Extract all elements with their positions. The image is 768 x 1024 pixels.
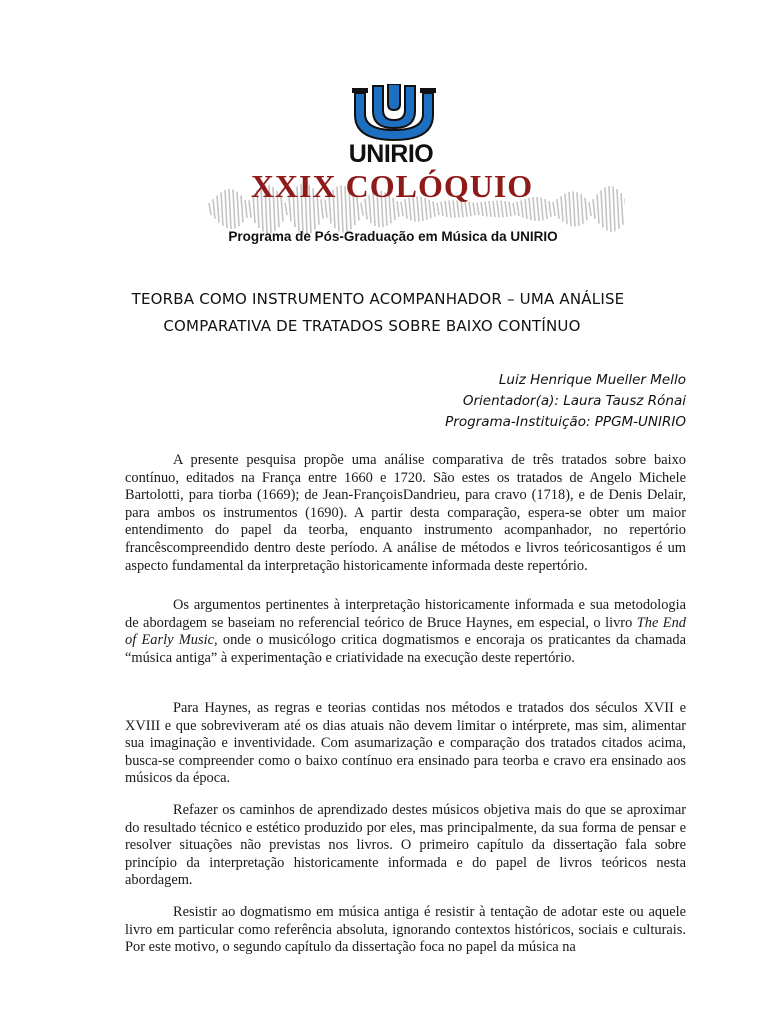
body-paragraph-4	[125, 802, 686, 890]
event-title: XXIX COLÓQUIO	[250, 168, 534, 204]
advisor-name: Orientador(a): Laura Tausz Rónai	[462, 393, 686, 409]
paragraph-text: Resistir ao dogmatismo em música antiga é resistir à tentação de adotar este ou aquele livro em particular como referência absoluta, ignorando contextos históricos, sociais e culturais. Por este motivo, o segundo capítulo da dissertação foca no papel da música na	[125, 904, 686, 956]
university-logo-text: UNIRIO	[348, 140, 434, 168]
paragraph-text: Refazer os caminhos de aprendizado destes músicos objetiva mais do que se aproximar do resultado técnico e estético produzido por eles, mas principalmente, da sua forma de pensar e resolver situações não previstas nos livros. O primeiro capítulo da dissertação fala sobre princípio da interpretação historicamente informada e do papel de livros teóricos nesta abordagem.	[125, 802, 686, 889]
body-paragraph-5	[125, 904, 686, 957]
paragraph-text: Para Haynes, as regras e teorias contidas nos métodos e tratados dos séculos XVII e XVIII e que sobreviveram até os dias atuais não devem limitar o intérprete, mas sim, alimentar sua imaginação e inventividade. Com asumarização e comparação dos tratados citados acima, busca-se compreender como o baixo contínuo era ensinado para teorba e cravo era ensinado aos músicos da época.	[125, 700, 686, 787]
body-paragraph-1	[125, 452, 686, 575]
colloquium-header	[0, 0, 768, 260]
book-title: The End of Early Music	[125, 614, 686, 649]
author-name: Luiz Henrique Mueller Mello	[498, 372, 686, 388]
program-name: Programa de Pós-Graduação em Música da UNIRIO	[228, 229, 558, 244]
body-paragraph-2	[125, 597, 686, 667]
paragraph-text-end: , onde o musicólogo critica dogmatismos e encoraja os praticantes da chamada “música antiga” à experimentação e criatividade na execução deste repertório.	[125, 632, 686, 666]
unirio-logo-icon	[352, 84, 436, 142]
document-title-line-1: TEORBA COMO INSTRUMENTO ACOMPANHADOR – UMA ANÁLISE	[131, 290, 625, 308]
paragraph-text-start: Os argumentos pertinentes à interpretação historicamente informada e sua metodologia de abordagem se baseiam no referencial teórico de Bruce Haynes, em especial, o livro	[125, 597, 686, 631]
document-title-line-2: COMPARATIVA DE TRATADOS SOBRE BAIXO CONTÍNUO	[163, 317, 581, 335]
body-paragraph-3	[125, 700, 686, 788]
paragraph-text: A presente pesquisa propõe uma análise comparativa de três tratados sobre baixo contínuo, editados na França entre 1660 e 1720. São estes os tratados de Angelo Michele Bartolotti, para tiorba (1669); de Jean-FrançoisDandrieu, para cravo (1718), e de Denis Delair, para ambos os instrumentos (1690). A partir desta comparação, espera-se obter um maior entendimento do papel da teorba, enquanto instrumento acompanhador, no repertório francêscompreendido dentro deste período. A análise de métodos e livros teóricosantigos é um aspecto fundamental da interpretação historicamente informada deste repertório.	[125, 452, 686, 574]
program-institution: Programa-Instituição: PPGM-UNIRIO	[445, 414, 686, 430]
author-block	[445, 370, 686, 433]
paragraph-text	[125, 597, 686, 667]
